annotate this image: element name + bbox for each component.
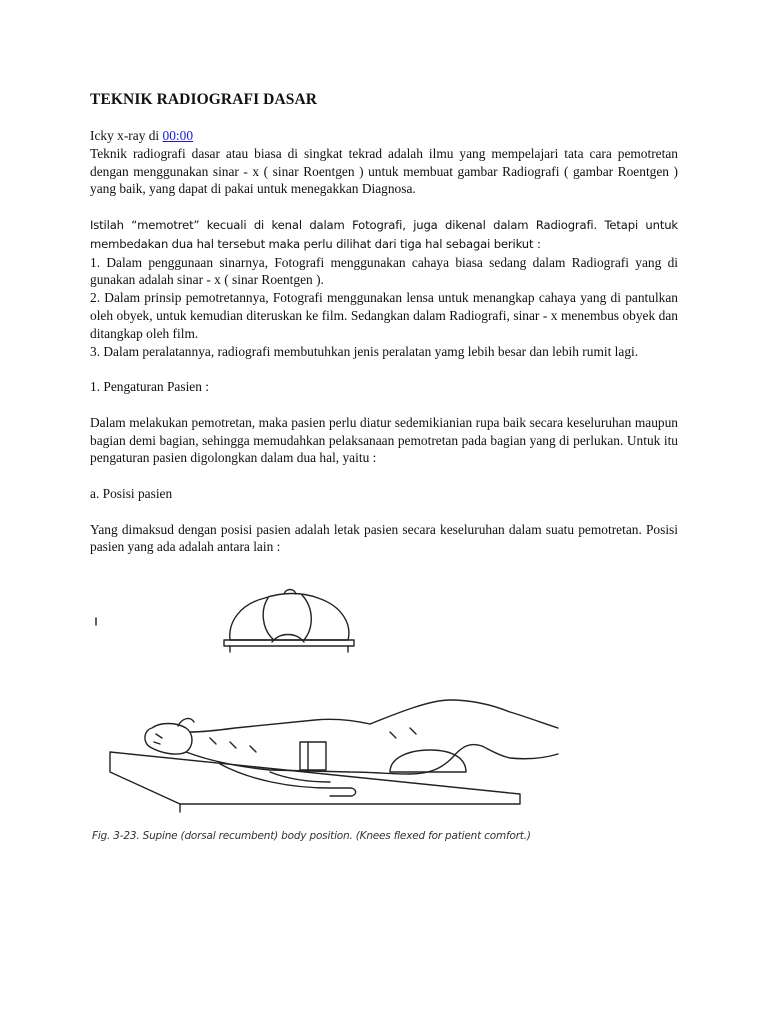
posisi-paragraph: Yang dimaksud dengan posisi pasien adalah letak pasien secara keseluruhan dalam suatu pemotretan. Posisi pasien yang ada adalah antara lain :	[90, 521, 678, 555]
istilah-paragraph	[90, 216, 678, 254]
supine-patient-illustration-icon	[90, 582, 560, 827]
document-body	[90, 127, 678, 556]
istilah-continuation-start: Tetapi untuk membedakan dua hal tersebut maka perlu dilihat dari tiga hal sebagai berikut :	[90, 217, 678, 251]
point-3: 3. Dalam peralatannya, radiografi membutuhkan jenis peralatan yamg lebih besar dan lebih rumit lagi.	[90, 343, 639, 359]
istilah-sentence: Istilah “memotret” kecuali di kenal dalam Fotografi, juga dikenal dalam Radiografi.	[90, 217, 598, 232]
document-title: TEKNIK RADIOGRAFI DASAR	[90, 91, 318, 108]
point-2: 2. Dalam prinsip pemotretannya, Fotografi menggunakan lensa untuk menangkap cahaya yang di pantulkan oleh obyek, untuk kemudian diteruskan ke film. Sedangkan dalam Radiografi, sinar - x menembus obyek dan ditangkap oleh film.	[90, 290, 678, 341]
supine-position-figure	[90, 582, 560, 862]
section-heading-pengaturan: 1. Pengaturan Pasien :	[90, 379, 210, 395]
post-time-link[interactable]: 00:00	[162, 128, 194, 143]
pengaturan-paragraph: Dalam melakukan pemotretan, maka pasien perlu diatur sedemikianian rupa baik secara keseluruhan maupun bagian demi bagian, sehingga memudahkan pelaksanaan pemotretan pada bagian yang di perlukan. Untuk itu pengaturan pasien digolongkan dalam dua hal, yaitu :	[90, 414, 678, 466]
point-1: 1. Dalam penggunaan sinarnya, Fotografi menggunakan cahaya biasa sedang dalam Radiografi yang di gunakan adalah sinar - x ( sinar Roentgen ).	[90, 254, 678, 288]
byline-author: Icky x-ray di	[90, 128, 163, 143]
intro-paragraph: Teknik radiografi dasar atau biasa di singkat tekrad adalah ilmu yang mempelajari tata cara pemotretan dengan menggunakan sinar - x ( sinar Roentgen ) untuk membuat gambar Radiografi ( gambar Roentgen ) yang baik, yang dapat di pakai untuk menegakkan Diagnosa.	[90, 145, 678, 197]
byline	[90, 127, 678, 145]
subsection-heading-posisi: a. Posisi pasien	[90, 485, 173, 501]
figure-caption: Fig. 3-23. Supine (dorsal recumbent) body position. (Knees flexed for patient comfort.)	[92, 830, 531, 842]
